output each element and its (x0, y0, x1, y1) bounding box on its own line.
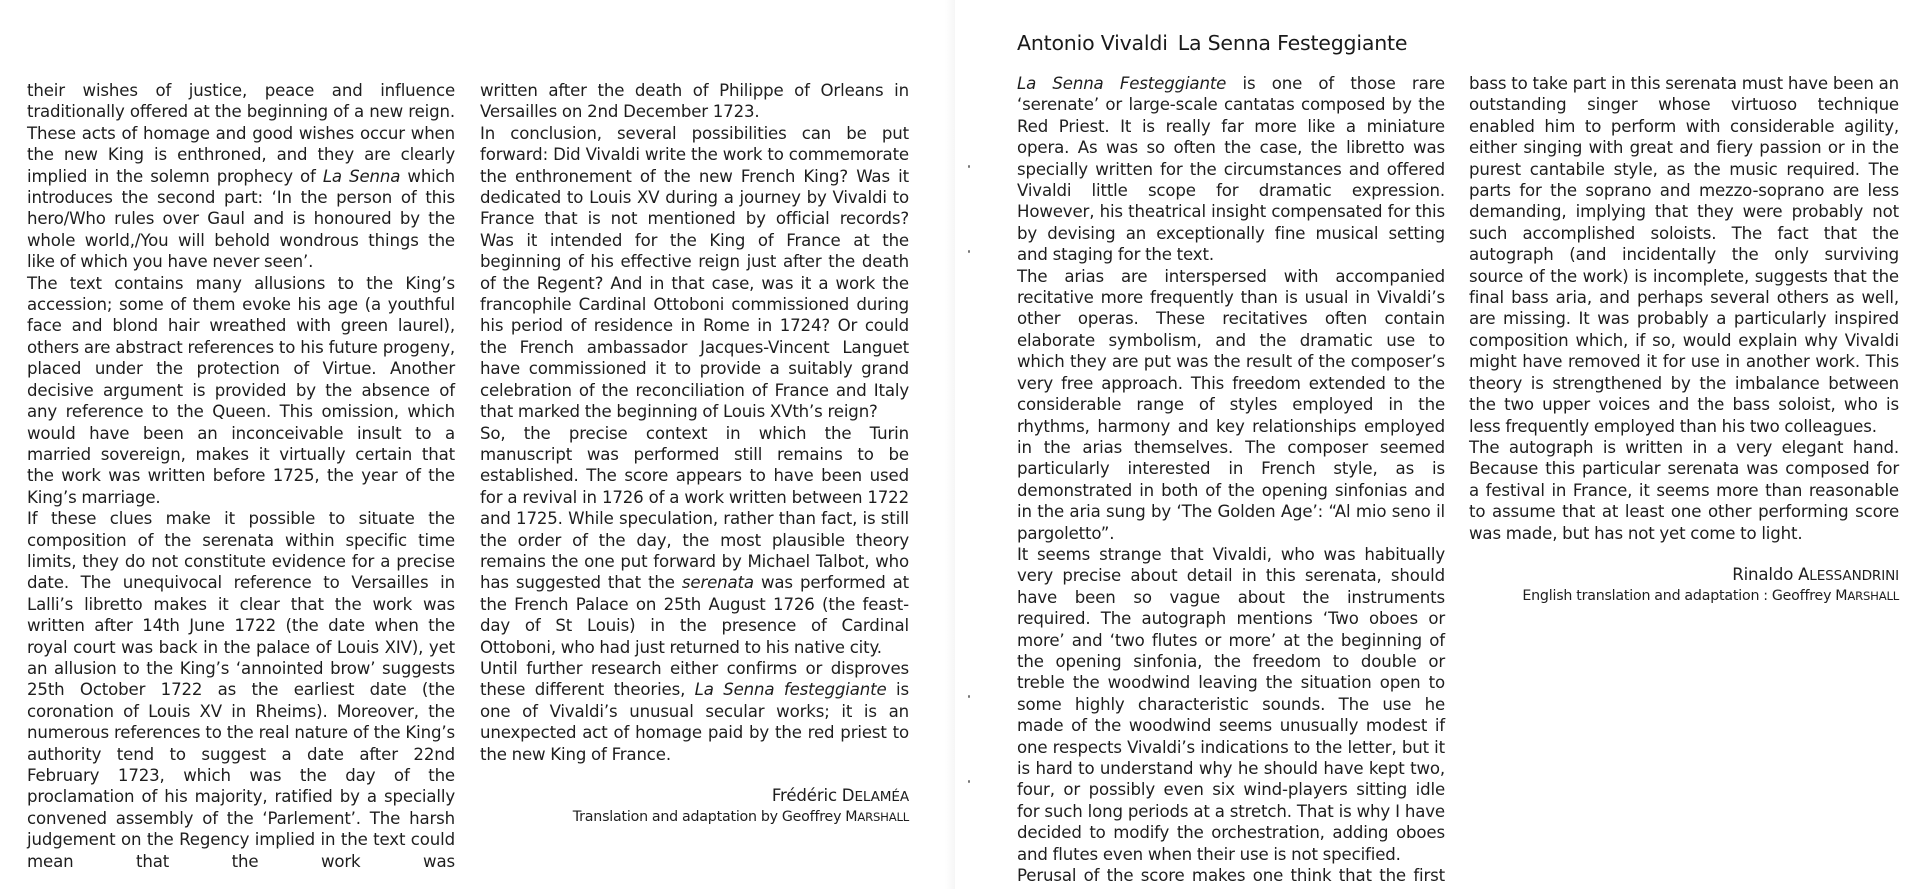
italic-title: La Senna festeggiante (694, 680, 887, 700)
text-segment: Until further research either confirms or disproves these different theories, (480, 658, 909, 700)
paragraph: If these clues make it possible to situate the composition of the serenata within specific time limits, they do not constitute evidence for a precise date. The unequivocal reference to Versailles in Lalli’s libretto makes it clear that the work was written after 14th June 1722 (the date when the royal court was back in the palace of Louis XIV), yet an allusion to the King’s ‘annointed brow’ suggests 25th October 1722 as the earliest date (the coronation of Louis XV in Rheims). Moreover, the numerous references to the real nature of the King’s authority tend to suggest a date after 22nd February 1723, which was the day of the proclamation of his majority, ratified by a specially convened assembly of the ‘Parlement’. The harsh judgement on the Regency implied in the text could mean that the work was (27, 509, 455, 871)
paragraph: The autograph is written in a very elegant hand. Because this particular serenata was composed for a festival in France, it seems more than reasonable to assume that at least one other performing score was made, but has not yet come to light. (1469, 437, 1899, 543)
work-title: La Senna Festeggiante (1177, 31, 1408, 55)
paragraph: The arias are interspersed with accompanied recitative more frequently than is usual in Vivaldi’s other operas. These recitatives often contain elaborate symbolism, and the dramatic use to which they are put was the result of the composer’s very free approach. This freedom extended to the considerable range of styles employed in the rhythms, harmony and key relationships employed in the arias themselves. The composer seemed particularly interested in French style, as is demonstrated in both of the opening sinfonias and in the aria sung by ‘The Golden Age’: “Al mio seno il pargoletto”. (1017, 266, 1445, 543)
paragraph (480, 423, 909, 658)
paragraph: Perusal of the score makes one think that the first (1017, 866, 1445, 886)
author-signature (1469, 564, 1899, 587)
paragraph (27, 80, 455, 273)
left-page (0, 0, 955, 889)
print-speck (968, 695, 970, 698)
translator-surname-initial: M (1835, 587, 1848, 604)
author-signature (480, 785, 909, 808)
author-surname-initial: D (841, 786, 855, 805)
author-surname-rest: ELAMÉA (854, 789, 909, 805)
paragraph (480, 658, 909, 765)
paragraph: In conclusion, several possibilities can be put forward: Did Vivaldi write the work to commemorate the enthronement of the new French King? Was it dedicated to Louis XV during a journey by Vivaldi to France that is not mentioned by official records? Was it intended for the King of France at the beginning of his effective reign just after the death of the Regent? And in that case, was it a work the francophile Cardinal Ottoboni commissioned during his period of residence in Rome in 1724? Or could the French ambassador Jacques-Vincent Languet have commissioned it to provide a suitably grand celebration of the reconciliation of France and Italy that marked the beginning of Louis XVth’s reign? (480, 123, 909, 422)
text-segment: is one of those rare ‘serenate’ or large-scale cantatas composed by the Red Priest. It is really far more like a miniature opera. As was so often the case, the libretto was specially written for the circumstances and offered Vivaldi little scope for dramatic expression. However, his theatrical insight compensated for this by devising an exceptionally fine musical setting and staging for the text. (1017, 74, 1445, 265)
page-title (1017, 31, 1407, 55)
translator-surname-rest: ARSHALL (1847, 588, 1899, 603)
text-segment: their wishes of justice, peace and influence traditionally offered at the beginning of a new reign. These acts of homage and good wishes occur when the new King is enthroned, and they are clearly implied in the solemn prophecy of (27, 81, 455, 186)
author-first-name: Frédéric (771, 786, 842, 805)
translator-surname-initial: M (845, 809, 858, 825)
paragraph: It seems strange that Vivaldi, who was habitually very precise about detail in this serenata, should have been so vague about the instruments required. The autograph mentions ‘Two oboes or more’ and ‘two flutes or more’ at the beginning of the opening sinfonia, the freedom to double or treble the woodwind leaving the situation open to some highly characteristic sounds. The use he made of the woodwind seems unusually modest if one respects Vivaldi’s indications to the letter, but it is hard to understand why he should have kept two, four, or possibly even six wind-players sitting idle for such long periods at a stretch. That is why I have decided to modify the orchestration, adding oboes and flutes even when their use is not specified. (1017, 544, 1445, 864)
composer-name: Antonio Vivaldi (1017, 31, 1168, 55)
print-speck (968, 250, 970, 253)
text-segment: is one of Vivaldi’s unusual secular works; it is an unexpected act of homage paid by the red priest to the new King of France. (480, 680, 909, 764)
right-page-column-1 (1017, 73, 1445, 886)
paragraph (1017, 73, 1445, 266)
italic-term: serenata (681, 573, 754, 593)
text-segment: was performed at the French Palace on 25th August 1726 (the feast-day of St Louis) in the presence of Cardinal Ottoboni, who had just returned to his native city. (480, 573, 909, 657)
author-surname-initial: A (1798, 564, 1810, 584)
italic-title: La Senna (322, 166, 401, 186)
translation-credit (480, 808, 909, 827)
paragraph: bass to take part in this serenata must have been an outstanding singer whose virtuoso technique enabled him to perform with considerable agility, either singing with great and fiery passion or in the purest cantabile style, as the music required. The parts for the soprano and mezzo-soprano are less demanding, implying that they were probably not such accomplished soloists. The fact that the autograph (and incidentally the only surviving source of the work) is incomplete, suggests that the final bass aria, and perhaps several others as well, are missing. It was probably a particularly inspired composition which, if so, would explain why Vivaldi might have removed it for use in another work. This theory is strengthened by the imbalance between the two upper voices and the bass soloist, who is less frequently employed than his two colleagues. (1469, 74, 1899, 436)
italic-title: La Senna Festeggiante (1017, 74, 1227, 93)
paragraph: The text contains many allusions to the King’s accession; some of them evoke his age (a youthful face and blond hair wreathed with green laurel), others are abstract references to his future progeny, placed under the protection of Virtue. Another decisive argument is provided by the absence of any reference to the Queen. This omission, which would have been an inconceivable insult to a married sovereign, makes it virtually certain that the work was written before 1725, the year of the King’s marriage. (27, 273, 455, 507)
text-segment: So, the precise context in which the Turin manuscript was performed still remains to be established. The score appears to have been used for a revival in 1726 of a work written between 1722 and 1725. While speculation, rather than fact, is still the order of the day, the most plausible theory remains the one put forward by Michael Talbot, who has suggested that the (480, 423, 909, 593)
print-speck (968, 165, 970, 168)
text-segment: which introduces the second part: ‘In the person of this hero/Who rules over Gaul and is honoured by the whole world,/You will behold wondrous things the like of which you have never seen’. (27, 166, 455, 272)
author-first-name: Rinaldo (1732, 564, 1799, 584)
author-surname-rest: LESSANDRINI (1809, 567, 1899, 584)
left-page-column-2 (480, 80, 909, 827)
right-page-column-2 (1469, 73, 1899, 606)
credit-label: English translation and adaptation : Geoffrey (1522, 587, 1836, 604)
print-speck (968, 780, 970, 783)
left-page-column-1 (27, 80, 455, 872)
translator-surname-rest: ARSHALL (857, 810, 909, 824)
credit-label: Translation and adaptation by Geoffrey (572, 809, 846, 825)
translation-credit (1469, 587, 1899, 606)
paragraph: written after the death of Philippe of Orleans in Versailles on 2nd December 1723. (480, 81, 909, 122)
